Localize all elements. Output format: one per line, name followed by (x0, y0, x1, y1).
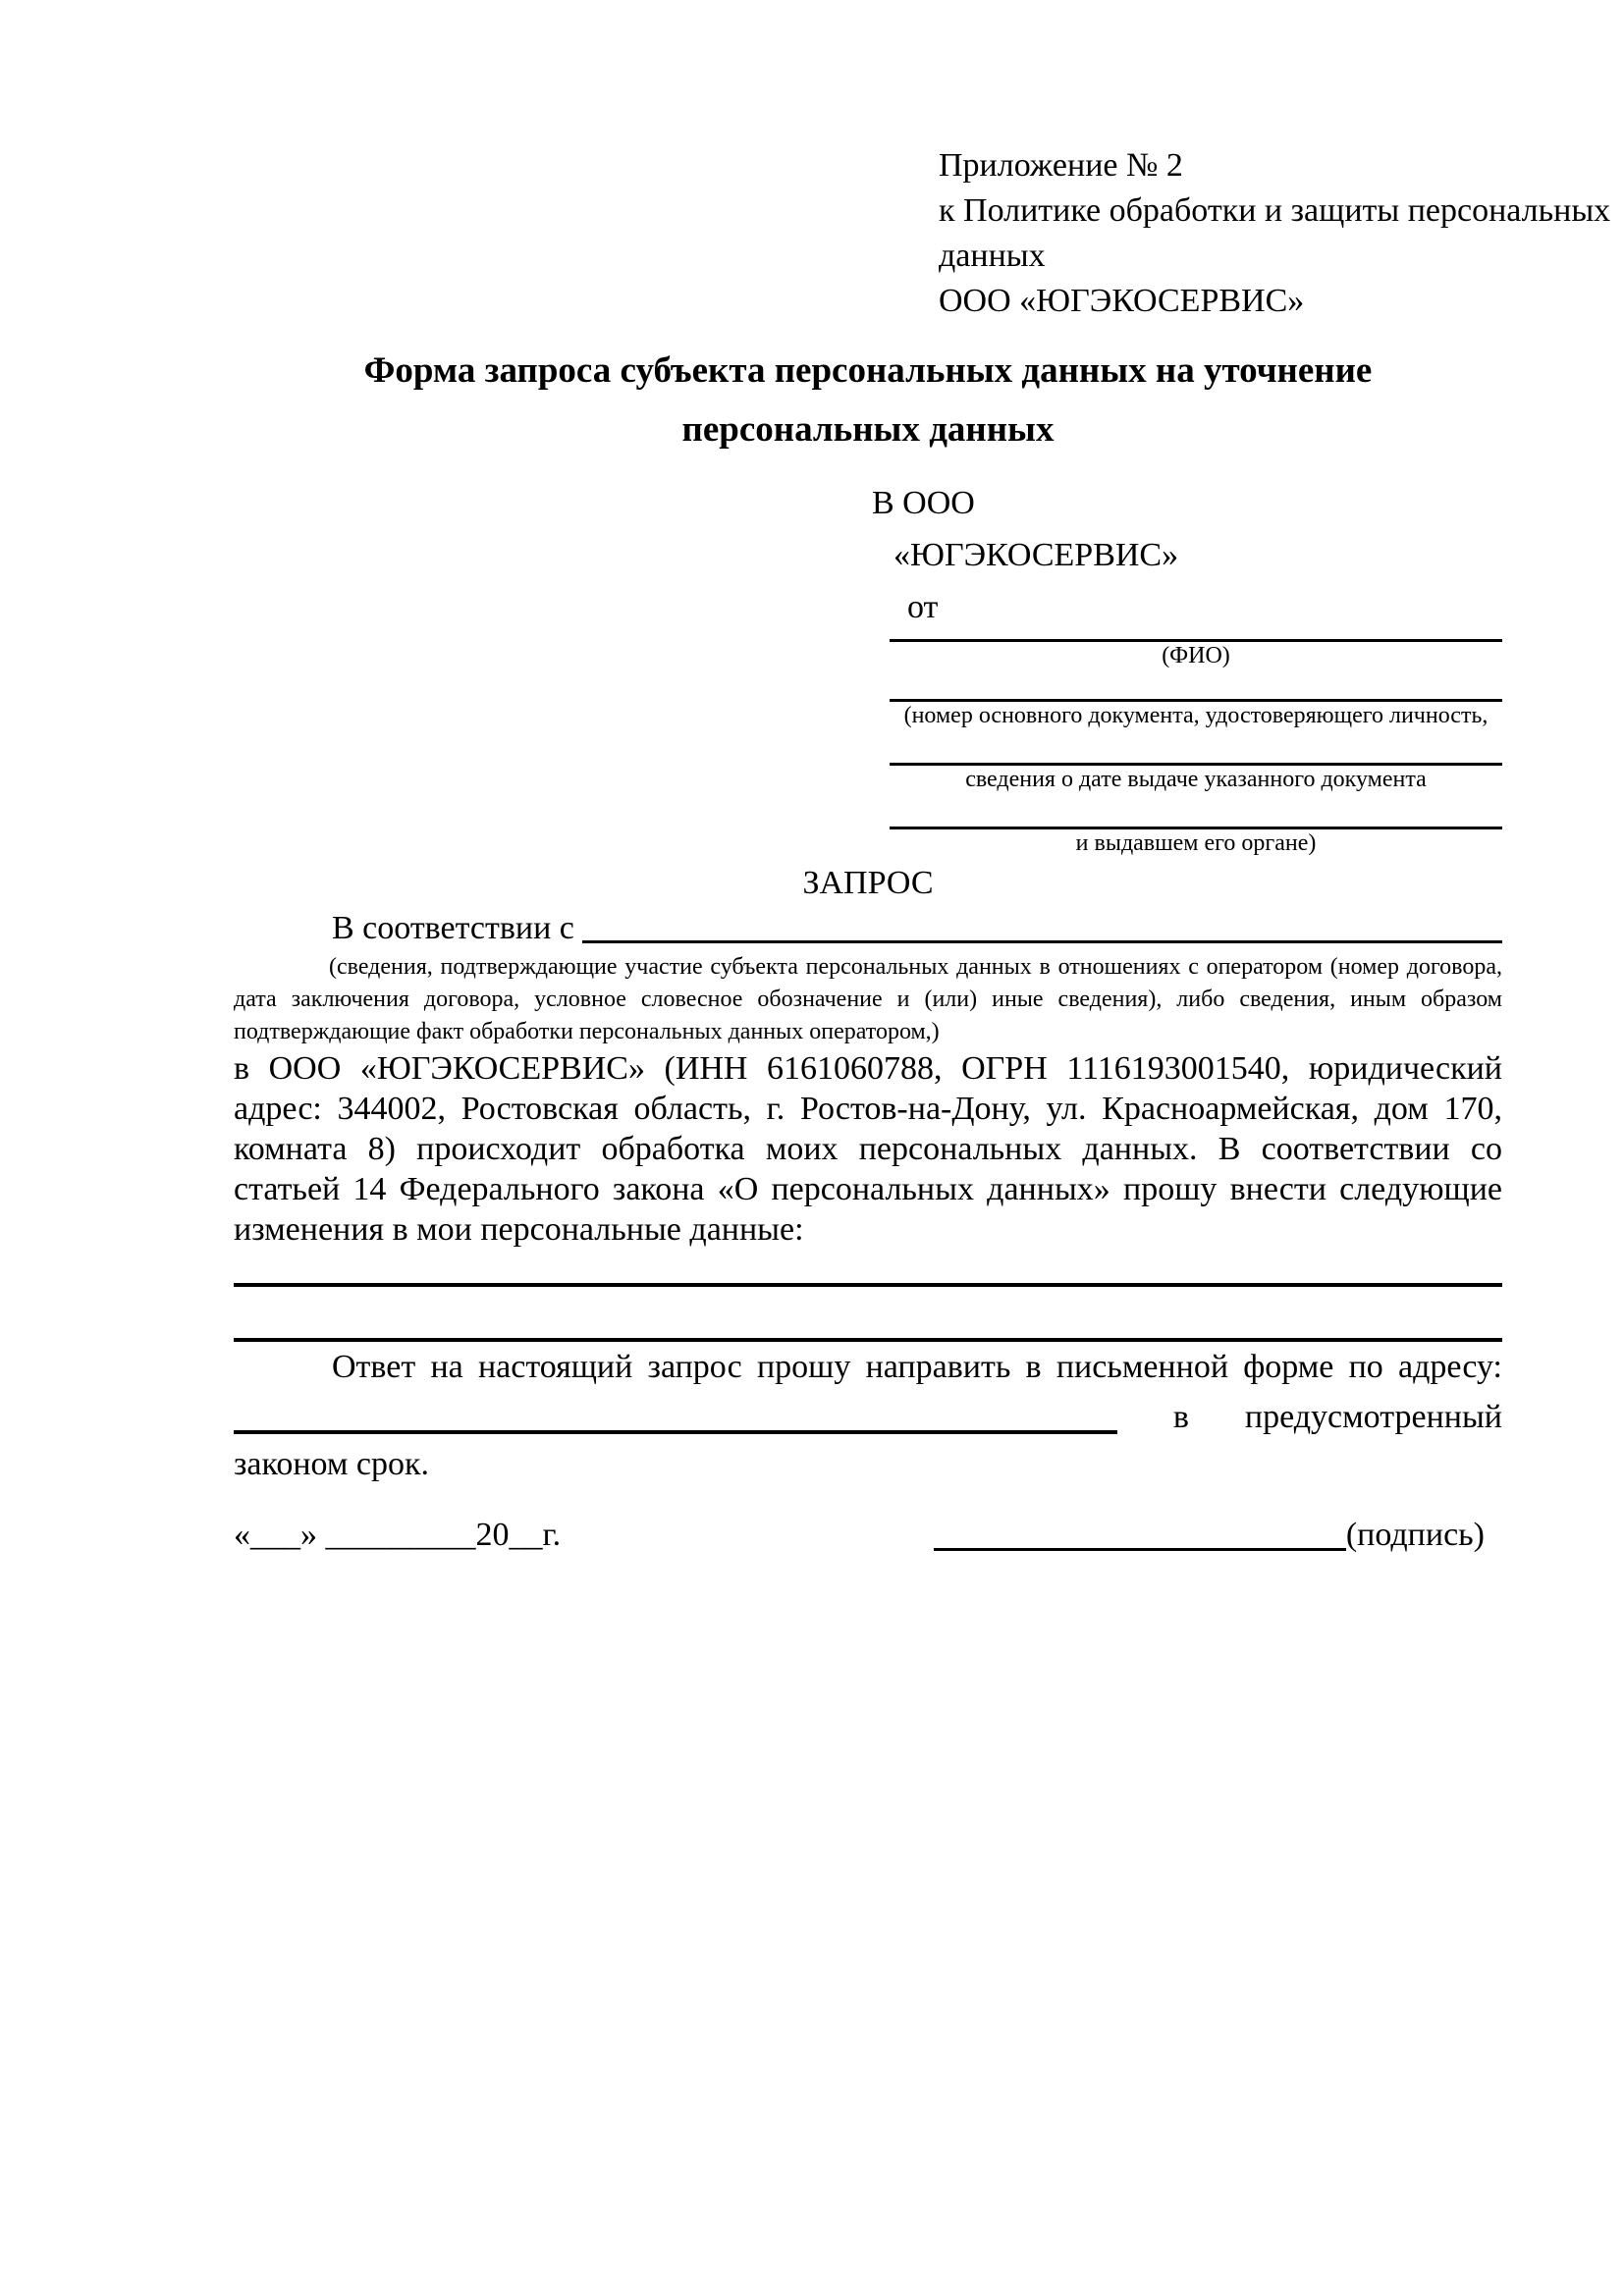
appendix-line: Приложение № 2 (939, 147, 1183, 184)
field-issuing-authority (890, 793, 1502, 857)
addressee-to: В ООО (872, 485, 975, 521)
document-title-line: персональных данных (681, 409, 1055, 450)
accordance-prefix: В соответствии с (332, 910, 574, 946)
appendix-line: данных (939, 238, 1046, 274)
fine-print-note: (сведения, подтверждающие участие субъекта персональных данных в отношениях с оператором (номер договора, дата заключения договора, условное словесное обозначение и (или) иные сведения), либо сведения, иным образом подтверждающие факт обработки персональных данных оператором,) (234, 954, 1502, 1044)
field-fio (890, 633, 1502, 669)
request-heading: ЗАПРОС (802, 865, 934, 901)
reply-request-text: Ответ на настоящий запрос прошу направить в письменной форме по адресу: (332, 1349, 1502, 1385)
accordance-blank-line (582, 906, 1502, 943)
date-signature-row (234, 1513, 1502, 1558)
reply-word-in: в (1172, 1399, 1189, 1435)
signature-caption: (подпись) (1345, 1517, 1485, 1553)
accordance-row (234, 906, 1502, 951)
addressee-from: от (907, 589, 939, 625)
issuing-authority-caption: и выдавшем его органе) (1075, 830, 1317, 856)
reply-term-text: законом срок. (234, 1446, 429, 1482)
fio-blank-line (890, 633, 1502, 642)
body-paragraph: в ООО «ЮГЭКОСЕРВИС» (ИНН 6161060788, ОГРН 1116193001540, юридический адрес: 344002, Ростовская область, г. Ростов-на-Дону, ул. Красноармейская, дом 170, комната 8) происходит обработка моих персональных данных. В соответствии со статьей 14 Федерального закона «О персональных данных» прошу внести следующие изменения в мои персональные данные: (234, 1050, 1502, 1248)
document-title (234, 342, 1502, 459)
addressee-block (872, 477, 1502, 857)
field-document-number (890, 669, 1502, 729)
appendix-line: ООО «ЮГЭКОСЕРВИС» (939, 283, 1305, 319)
signature-blank-line (934, 1515, 1346, 1551)
reply-word-due: предусмотренный (1244, 1399, 1502, 1435)
document-title-line: Форма запроса субъекта персональных данных на уточнение (363, 350, 1373, 391)
changes-blank-line-1 (234, 1250, 1502, 1287)
document-number-caption: (номер основного документа, удостоверяющего личность, (903, 703, 1489, 728)
signature-area (934, 1513, 1485, 1558)
addressee-organization: «ЮГЭКОСЕРВИС» (893, 537, 1179, 573)
appendix-line: к Политике обработки и защиты персональных (939, 192, 1611, 229)
fio-caption: (ФИО) (1162, 643, 1230, 668)
document-number-blank-line (890, 669, 1502, 702)
issuing-authority-blank-line (890, 793, 1502, 829)
reply-address-row (234, 1391, 1502, 1442)
appendix-header (939, 143, 1611, 324)
changes-blank-line-2 (234, 1287, 1502, 1342)
issue-date-blank-line (890, 729, 1502, 766)
issue-date-caption: сведения о дате выдаче указанного документа (965, 767, 1427, 792)
date-blank: «___» _________20__г. (234, 1517, 562, 1553)
field-issue-date (890, 729, 1502, 793)
reply-address-blank-line (234, 1391, 1117, 1434)
